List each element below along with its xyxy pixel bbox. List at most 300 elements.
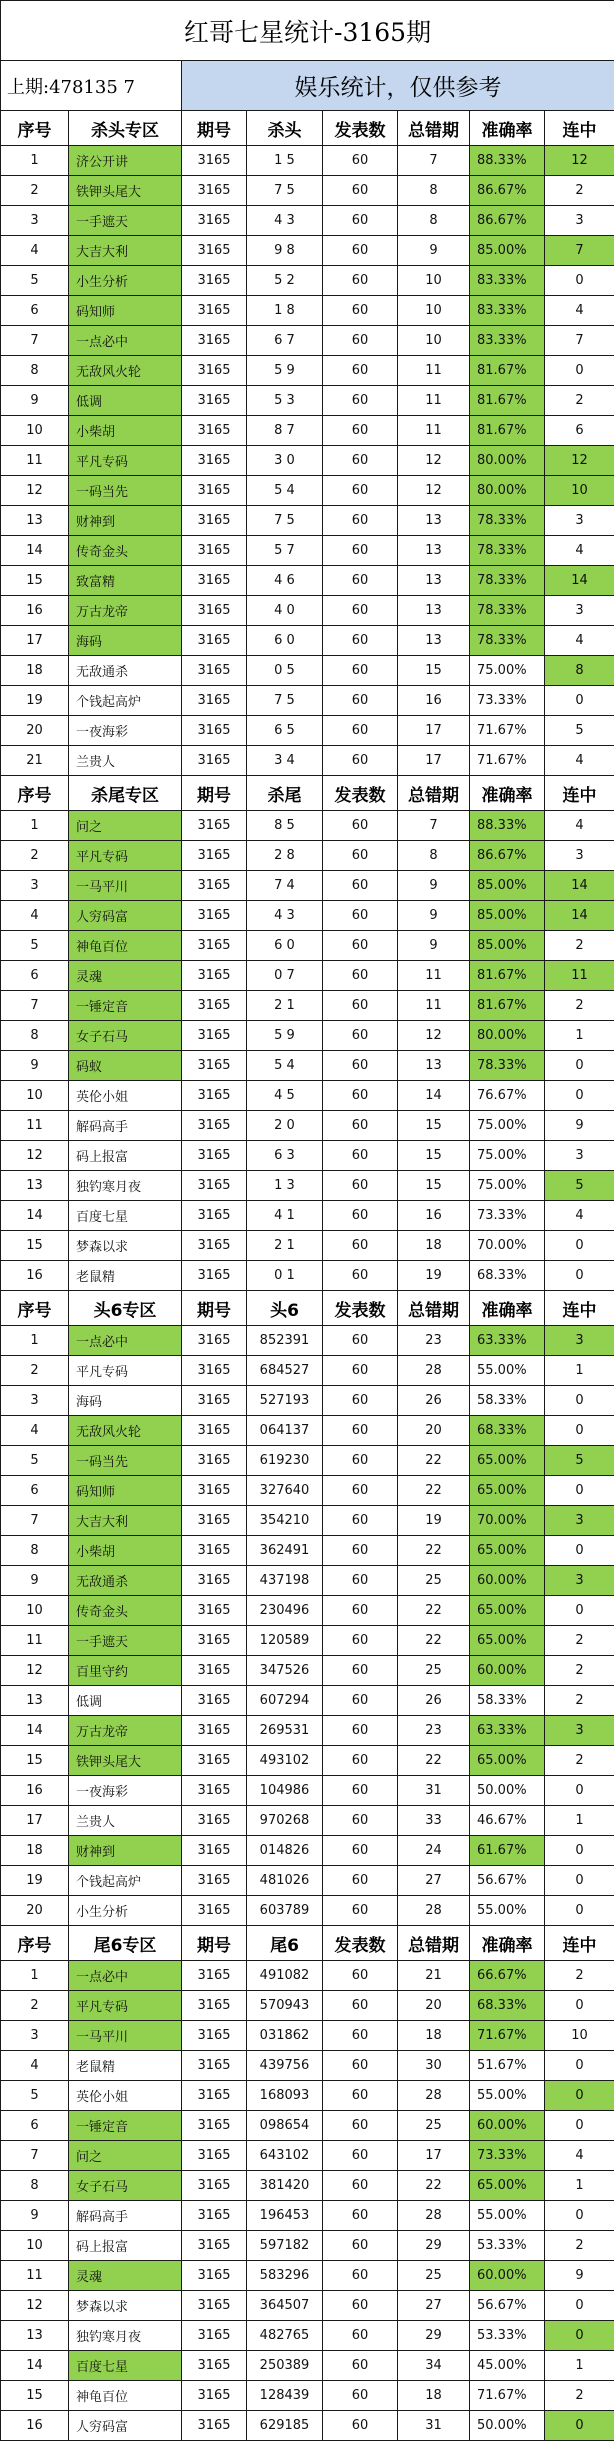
cell-accuracy: 85.00%	[470, 931, 545, 961]
cell-issue: 3165	[182, 326, 247, 356]
cell-zone-name: 一夜海彩	[69, 1776, 182, 1806]
cell-total: 60	[323, 2411, 398, 2441]
cell-streak: 2	[545, 1686, 614, 1716]
cell-issue: 3165	[182, 1416, 247, 1446]
cell-value: 4 5	[247, 1081, 323, 1111]
cell-streak: 7	[545, 326, 614, 356]
cell-issue: 3165	[182, 236, 247, 266]
cell-errors: 19	[398, 1261, 470, 1291]
cell-accuracy: 81.67%	[470, 991, 545, 1021]
cell-zone-name: 一手遮天	[69, 206, 182, 236]
cell-value: 583296	[247, 2261, 323, 2291]
cell-index: 15	[1, 1231, 69, 1261]
cell-streak: 2	[545, 991, 614, 1021]
cell-zone-name: 码蚁	[69, 1051, 182, 1081]
cell-total: 60	[323, 1051, 398, 1081]
cell-errors: 29	[398, 2231, 470, 2261]
cell-accuracy: 85.00%	[470, 871, 545, 901]
cell-total: 60	[323, 2261, 398, 2291]
cell-streak: 2	[545, 2231, 614, 2261]
cell-streak: 9	[545, 1111, 614, 1141]
cell-issue: 3165	[182, 146, 247, 176]
cell-errors: 11	[398, 356, 470, 386]
cell-value: 269531	[247, 1716, 323, 1746]
cell-zone-name: 小生分析	[69, 266, 182, 296]
cell-zone-name: 财神到	[69, 506, 182, 536]
table-row	[1, 356, 614, 386]
cell-value: 7 5	[247, 506, 323, 536]
cell-errors: 25	[398, 2261, 470, 2291]
cell-streak: 14	[545, 901, 614, 931]
cell-streak: 4	[545, 536, 614, 566]
cell-errors: 10	[398, 266, 470, 296]
section-header-row	[1, 776, 614, 811]
cell-errors: 15	[398, 1171, 470, 1201]
cell-streak: 3	[545, 1326, 614, 1356]
cell-zone-name: 一马平川	[69, 2021, 182, 2051]
cell-total: 60	[323, 566, 398, 596]
cell-issue: 3165	[182, 1566, 247, 1596]
cell-index: 20	[1, 1896, 69, 1926]
cell-accuracy: 70.00%	[470, 1506, 545, 1536]
table-row	[1, 566, 614, 596]
cell-issue: 3165	[182, 931, 247, 961]
cell-index: 15	[1, 566, 69, 596]
cell-total: 60	[323, 1326, 398, 1356]
cell-index: 8	[1, 1536, 69, 1566]
cell-accuracy: 71.67%	[470, 716, 545, 746]
column-header-index: 序号	[1, 776, 69, 811]
cell-streak: 0	[545, 2051, 614, 2081]
cell-index: 3	[1, 2021, 69, 2051]
cell-errors: 12	[398, 1021, 470, 1051]
cell-streak: 0	[545, 1476, 614, 1506]
cell-errors: 13	[398, 1051, 470, 1081]
cell-issue: 3165	[182, 1326, 247, 1356]
cell-issue: 3165	[182, 1111, 247, 1141]
cell-zone-name: 问之	[69, 811, 182, 841]
table-row	[1, 1231, 614, 1261]
cell-total: 60	[323, 1141, 398, 1171]
cell-errors: 17	[398, 746, 470, 776]
cell-total: 60	[323, 2381, 398, 2411]
cell-value: 4 6	[247, 566, 323, 596]
cell-accuracy: 65.00%	[470, 1476, 545, 1506]
cell-issue: 3165	[182, 1626, 247, 1656]
cell-accuracy: 55.00%	[470, 1896, 545, 1926]
cell-errors: 28	[398, 1356, 470, 1386]
cell-errors: 13	[398, 536, 470, 566]
cell-value: 5 9	[247, 356, 323, 386]
cell-issue: 3165	[182, 2351, 247, 2381]
cell-index: 9	[1, 1051, 69, 1081]
table-row	[1, 1626, 614, 1656]
cell-errors: 34	[398, 2351, 470, 2381]
cell-index: 19	[1, 1866, 69, 1896]
page-title: 红哥七星统计-3165期	[1, 1, 614, 61]
cell-accuracy: 63.33%	[470, 1326, 545, 1356]
cell-issue: 3165	[182, 811, 247, 841]
cell-accuracy: 65.00%	[470, 1596, 545, 1626]
cell-value: 570943	[247, 1991, 323, 2021]
cell-total: 60	[323, 326, 398, 356]
cell-accuracy: 58.33%	[470, 1386, 545, 1416]
table-row	[1, 2171, 614, 2201]
table-row	[1, 1476, 614, 1506]
column-header-value: 尾6	[247, 1926, 323, 1961]
cell-index: 14	[1, 2351, 69, 2381]
table-row	[1, 841, 614, 871]
cell-total: 60	[323, 2051, 398, 2081]
cell-errors: 21	[398, 1961, 470, 1991]
cell-issue: 3165	[182, 1961, 247, 1991]
cell-errors: 30	[398, 2051, 470, 2081]
table-row	[1, 1716, 614, 1746]
cell-total: 60	[323, 1776, 398, 1806]
cell-index: 5	[1, 266, 69, 296]
cell-total: 60	[323, 1081, 398, 1111]
cell-index: 14	[1, 536, 69, 566]
cell-errors: 26	[398, 1386, 470, 1416]
table-row	[1, 386, 614, 416]
cell-issue: 3165	[182, 1776, 247, 1806]
cell-zone-name: 一锤定音	[69, 991, 182, 1021]
cell-streak: 5	[545, 716, 614, 746]
cell-streak: 0	[545, 1051, 614, 1081]
cell-issue: 3165	[182, 1686, 247, 1716]
cell-errors: 22	[398, 1446, 470, 1476]
cell-zone-name: 码上报富	[69, 2231, 182, 2261]
cell-issue: 3165	[182, 356, 247, 386]
cell-errors: 7	[398, 146, 470, 176]
cell-issue: 3165	[182, 1896, 247, 1926]
column-header-errors: 总错期	[398, 776, 470, 811]
cell-index: 8	[1, 1021, 69, 1051]
section-header-row	[1, 1291, 614, 1326]
cell-value: 491082	[247, 1961, 323, 1991]
cell-accuracy: 60.00%	[470, 1656, 545, 1686]
cell-value: 327640	[247, 1476, 323, 1506]
cell-zone-name: 一点必中	[69, 1326, 182, 1356]
table-row	[1, 446, 614, 476]
cell-issue: 3165	[182, 2201, 247, 2231]
cell-index: 5	[1, 1446, 69, 1476]
cell-errors: 22	[398, 1626, 470, 1656]
cell-streak: 3	[545, 506, 614, 536]
cell-index: 12	[1, 1141, 69, 1171]
cell-accuracy: 83.33%	[470, 296, 545, 326]
cell-errors: 8	[398, 206, 470, 236]
cell-streak: 12	[545, 446, 614, 476]
cell-issue: 3165	[182, 1596, 247, 1626]
cell-accuracy: 78.33%	[470, 596, 545, 626]
cell-zone-name: 一手遮天	[69, 1626, 182, 1656]
cell-value: 2 1	[247, 1231, 323, 1261]
cell-total: 60	[323, 356, 398, 386]
cell-streak: 12	[545, 146, 614, 176]
cell-zone-name: 英伦小姐	[69, 2081, 182, 2111]
column-header-value: 头6	[247, 1291, 323, 1326]
cell-zone-name: 财神到	[69, 1836, 182, 1866]
table-row	[1, 536, 614, 566]
cell-zone-name: 百度七星	[69, 2351, 182, 2381]
cell-streak: 2	[545, 1746, 614, 1776]
cell-accuracy: 55.00%	[470, 1356, 545, 1386]
table-row	[1, 146, 614, 176]
cell-zone-name: 海码	[69, 1386, 182, 1416]
cell-issue: 3165	[182, 1261, 247, 1291]
cell-zone-name: 梦森以求	[69, 1231, 182, 1261]
cell-zone-name: 兰贵人	[69, 746, 182, 776]
cell-value: 362491	[247, 1536, 323, 1566]
cell-errors: 14	[398, 1081, 470, 1111]
cell-errors: 17	[398, 716, 470, 746]
cell-value: 852391	[247, 1326, 323, 1356]
cell-value: 7 5	[247, 686, 323, 716]
column-header-streak: 连中	[545, 1291, 614, 1326]
cell-value: 4 3	[247, 206, 323, 236]
cell-errors: 8	[398, 176, 470, 206]
table-row	[1, 1201, 614, 1231]
cell-accuracy: 80.00%	[470, 476, 545, 506]
cell-zone-name: 万古龙帝	[69, 596, 182, 626]
table-row	[1, 236, 614, 266]
cell-errors: 23	[398, 1326, 470, 1356]
cell-errors: 19	[398, 1506, 470, 1536]
cell-index: 3	[1, 871, 69, 901]
cell-total: 60	[323, 931, 398, 961]
cell-streak: 7	[545, 236, 614, 266]
cell-value: 970268	[247, 1806, 323, 1836]
table-row	[1, 2411, 614, 2441]
cell-index: 11	[1, 446, 69, 476]
cell-total: 60	[323, 1566, 398, 1596]
cell-errors: 25	[398, 2111, 470, 2141]
cell-issue: 3165	[182, 2231, 247, 2261]
cell-value: 347526	[247, 1656, 323, 1686]
cell-index: 15	[1, 2381, 69, 2411]
cell-issue: 3165	[182, 716, 247, 746]
cell-accuracy: 60.00%	[470, 1566, 545, 1596]
cell-issue: 3165	[182, 1806, 247, 1836]
cell-issue: 3165	[182, 2081, 247, 2111]
cell-accuracy: 85.00%	[470, 236, 545, 266]
cell-accuracy: 63.33%	[470, 1716, 545, 1746]
cell-issue: 3165	[182, 2111, 247, 2141]
column-header-issue: 期号	[182, 1291, 247, 1326]
cell-accuracy: 78.33%	[470, 1051, 545, 1081]
cell-zone-name: 大吉大利	[69, 236, 182, 266]
cell-issue: 3165	[182, 1141, 247, 1171]
cell-streak: 3	[545, 1716, 614, 1746]
table-row	[1, 2291, 614, 2321]
cell-accuracy: 60.00%	[470, 2111, 545, 2141]
cell-total: 60	[323, 1446, 398, 1476]
table-row	[1, 1386, 614, 1416]
cell-issue: 3165	[182, 2051, 247, 2081]
cell-value: 5 4	[247, 476, 323, 506]
cell-zone-name: 低调	[69, 386, 182, 416]
cell-value: 354210	[247, 1506, 323, 1536]
column-header-errors: 总错期	[398, 111, 470, 146]
cell-errors: 16	[398, 686, 470, 716]
table-row	[1, 1656, 614, 1686]
cell-value: 5 9	[247, 1021, 323, 1051]
column-header-streak: 连中	[545, 1926, 614, 1961]
cell-accuracy: 53.33%	[470, 2321, 545, 2351]
cell-total: 60	[323, 1171, 398, 1201]
cell-issue: 3165	[182, 476, 247, 506]
cell-value: 6 5	[247, 716, 323, 746]
cell-total: 60	[323, 1231, 398, 1261]
cell-accuracy: 65.00%	[470, 1626, 545, 1656]
cell-accuracy: 88.33%	[470, 146, 545, 176]
cell-accuracy: 73.33%	[470, 1201, 545, 1231]
cell-issue: 3165	[182, 656, 247, 686]
cell-index: 6	[1, 2111, 69, 2141]
cell-index: 6	[1, 296, 69, 326]
cell-zone-name: 梦森以求	[69, 2291, 182, 2321]
cell-zone-name: 平凡专码	[69, 446, 182, 476]
cell-accuracy: 83.33%	[470, 326, 545, 356]
cell-issue: 3165	[182, 416, 247, 446]
cell-zone-name: 无敌通杀	[69, 1566, 182, 1596]
table-row	[1, 1896, 614, 1926]
cell-issue: 3165	[182, 176, 247, 206]
cell-issue: 3165	[182, 1656, 247, 1686]
table-row	[1, 326, 614, 356]
cell-errors: 13	[398, 566, 470, 596]
cell-index: 2	[1, 176, 69, 206]
cell-accuracy: 78.33%	[470, 536, 545, 566]
cell-zone-name: 一码当先	[69, 1446, 182, 1476]
cell-value: 629185	[247, 2411, 323, 2441]
cell-streak: 0	[545, 1836, 614, 1866]
cell-index: 9	[1, 386, 69, 416]
column-header-issue: 期号	[182, 1926, 247, 1961]
cell-errors: 22	[398, 1746, 470, 1776]
cell-total: 60	[323, 146, 398, 176]
cell-value: 619230	[247, 1446, 323, 1476]
cell-total: 60	[323, 2171, 398, 2201]
cell-issue: 3165	[182, 1171, 247, 1201]
cell-zone-name: 人穷码富	[69, 2411, 182, 2441]
cell-total: 60	[323, 686, 398, 716]
cell-value: 5 7	[247, 536, 323, 566]
table-row	[1, 716, 614, 746]
cell-errors: 18	[398, 2021, 470, 2051]
cell-errors: 10	[398, 326, 470, 356]
cell-errors: 22	[398, 2171, 470, 2201]
cell-total: 60	[323, 386, 398, 416]
column-header-accuracy: 准确率	[470, 776, 545, 811]
cell-index: 7	[1, 2141, 69, 2171]
column-header-index: 序号	[1, 111, 69, 146]
cell-value: 6 7	[247, 326, 323, 356]
cell-accuracy: 65.00%	[470, 1446, 545, 1476]
cell-zone-name: 无敌通杀	[69, 656, 182, 686]
cell-total: 60	[323, 1111, 398, 1141]
cell-issue: 3165	[182, 1201, 247, 1231]
table-row	[1, 1991, 614, 2021]
cell-errors: 29	[398, 2321, 470, 2351]
cell-issue: 3165	[182, 2411, 247, 2441]
cell-index: 1	[1, 146, 69, 176]
cell-issue: 3165	[182, 2261, 247, 2291]
cell-total: 60	[323, 1961, 398, 1991]
column-header-zone-name: 杀头专区	[69, 111, 182, 146]
cell-issue: 3165	[182, 1836, 247, 1866]
cell-errors: 27	[398, 1866, 470, 1896]
cell-errors: 28	[398, 2081, 470, 2111]
cell-issue: 3165	[182, 1051, 247, 1081]
cell-errors: 22	[398, 1476, 470, 1506]
cell-accuracy: 53.33%	[470, 2231, 545, 2261]
cell-zone-name: 一点必中	[69, 326, 182, 356]
cell-issue: 3165	[182, 206, 247, 236]
table-row	[1, 1356, 614, 1386]
cell-zone-name: 小柴胡	[69, 1536, 182, 1566]
cell-zone-name: 独钓寒月夜	[69, 1171, 182, 1201]
cell-errors: 15	[398, 1141, 470, 1171]
table-row	[1, 506, 614, 536]
cell-issue: 3165	[182, 1021, 247, 1051]
cell-index: 9	[1, 2201, 69, 2231]
cell-index: 1	[1, 1961, 69, 1991]
cell-index: 7	[1, 326, 69, 356]
cell-total: 60	[323, 841, 398, 871]
table-row	[1, 1051, 614, 1081]
cell-total: 60	[323, 1836, 398, 1866]
cell-accuracy: 75.00%	[470, 1171, 545, 1201]
cell-issue: 3165	[182, 1866, 247, 1896]
cell-index: 16	[1, 596, 69, 626]
cell-issue: 3165	[182, 266, 247, 296]
cell-errors: 22	[398, 1596, 470, 1626]
cell-total: 60	[323, 2291, 398, 2321]
cell-issue: 3165	[182, 1746, 247, 1776]
cell-index: 1	[1, 1326, 69, 1356]
cell-total: 60	[323, 1596, 398, 1626]
cell-total: 60	[323, 1356, 398, 1386]
cell-total: 60	[323, 1536, 398, 1566]
cell-value: 607294	[247, 1686, 323, 1716]
cell-total: 60	[323, 1806, 398, 1836]
cell-streak: 0	[545, 266, 614, 296]
cell-zone-name: 码知师	[69, 296, 182, 326]
cell-index: 12	[1, 1656, 69, 1686]
cell-errors: 11	[398, 961, 470, 991]
cell-issue: 3165	[182, 1506, 247, 1536]
cell-index: 11	[1, 1626, 69, 1656]
cell-zone-name: 解码高手	[69, 1111, 182, 1141]
cell-total: 60	[323, 626, 398, 656]
cell-total: 60	[323, 2111, 398, 2141]
cell-index: 3	[1, 206, 69, 236]
cell-total: 60	[323, 1626, 398, 1656]
cell-errors: 27	[398, 2291, 470, 2321]
table-row	[1, 746, 614, 776]
cell-value: 5 3	[247, 386, 323, 416]
cell-index: 4	[1, 236, 69, 266]
cell-total: 60	[323, 506, 398, 536]
cell-zone-name: 小生分析	[69, 1896, 182, 1926]
cell-total: 60	[323, 596, 398, 626]
table-row	[1, 2261, 614, 2291]
cell-accuracy: 86.67%	[470, 176, 545, 206]
cell-total: 60	[323, 656, 398, 686]
cell-streak: 0	[545, 1776, 614, 1806]
